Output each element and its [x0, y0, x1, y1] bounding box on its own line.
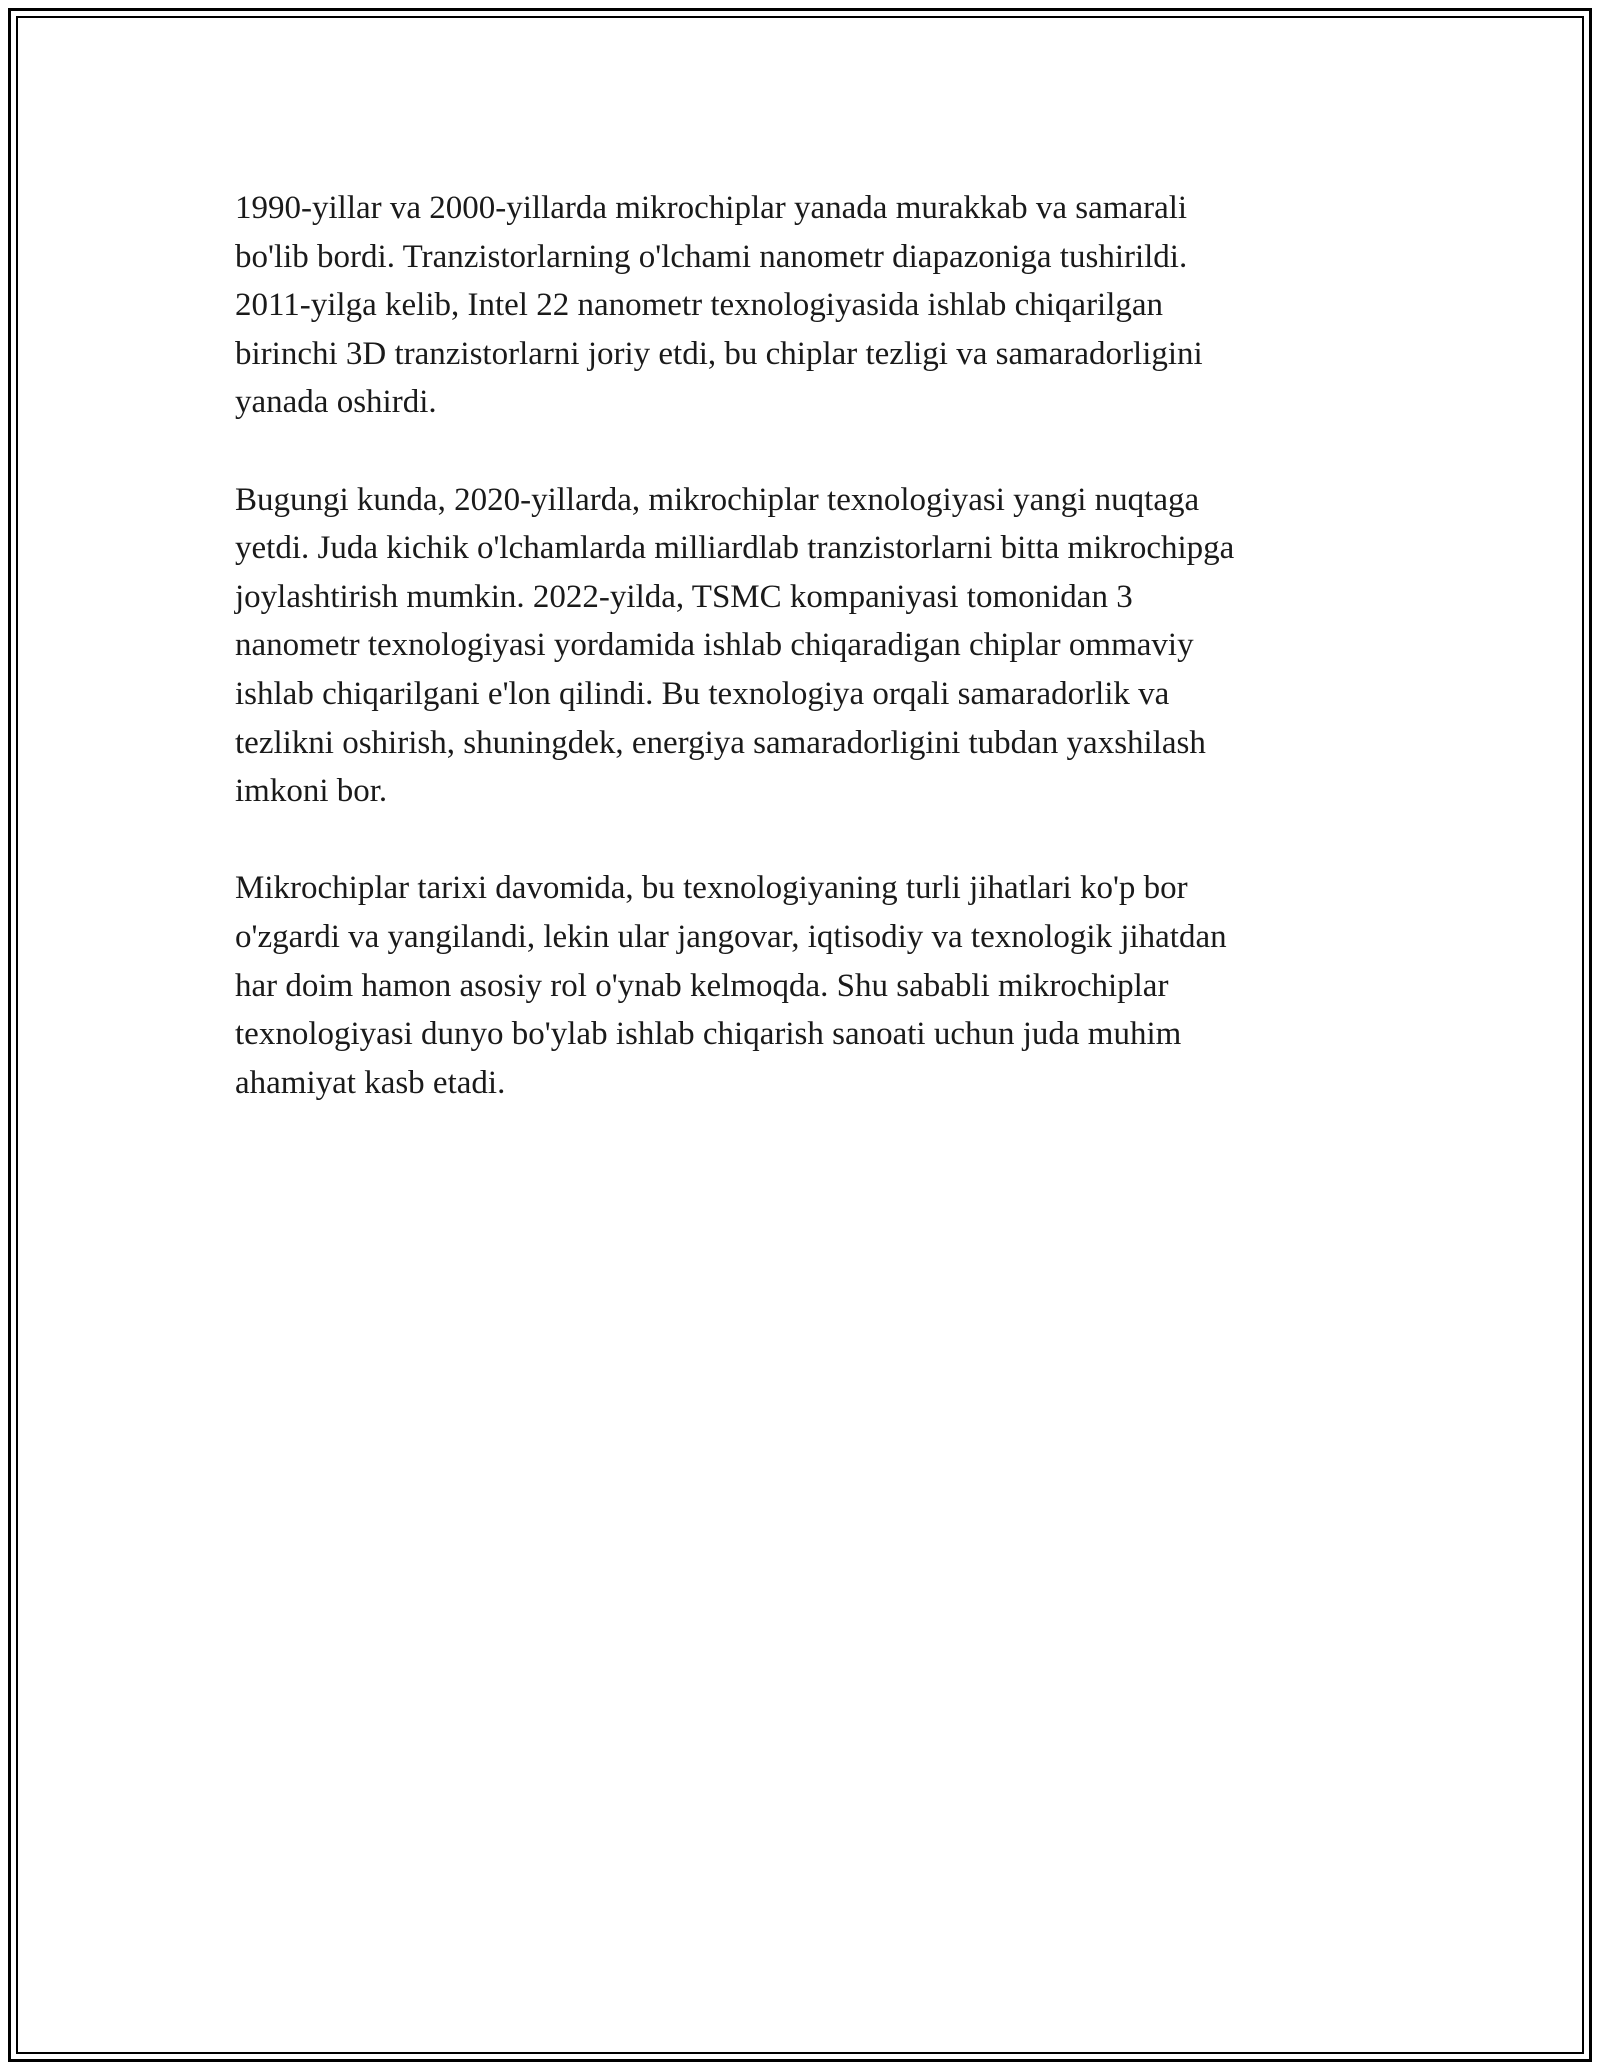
paragraph-1: 1990-yillar va 2000-yillarda mikrochiplar yanada murakkab va samarali bo'lib bordi. Tranzistorlarning o'lchami nanometr diapazoniga tushirildi. 2011-yilga kelib, Intel 22 nanometr texnologiyasida ishlab chiqarilgan birinchi 3D tranzistorlarni joriy etdi, bu chiplar tezligi va samaradorligini yanada oshirdi.: [235, 190, 1203, 421]
document-body: [235, 184, 1375, 1156]
paragraph-3: Mikrochiplar tarixi davomida, bu texnologiyaning turli jihatlari ko'p bor o'zgardi va yangilandi, lekin ular jangovar, iqtisodiy va texnologik jihatdan har doim hamon asosiy rol o'ynab kelmoqda. Shu sababli mikrochiplar texnologiyasi dunyo bo'ylab ishlab chiqarish sanoati uchun juda muhim ahamiyat kasb etadi.: [235, 870, 1227, 1101]
paragraph-2: Bugungi kunda, 2020-yillarda, mikrochiplar texnologiyasi yangi nuqtaga yetdi. Juda kichik o'lchamlarda milliardlab tranzistorlarni bitta mikrochipga joylashtirish mumkin. 2022-yilda, TSMC kompaniyasi tomonidan 3 nanometr texnologiyasi yordamida ishlab chiqaradigan chiplar ommaviy ishlab chiqarilgani e'lon qilindi. Bu texnologiya orqali samaradorlik va tezlikni oshirish, shuningdek, energiya samaradorligini tubdan yaxshilash imkoni bor.: [235, 481, 1235, 810]
